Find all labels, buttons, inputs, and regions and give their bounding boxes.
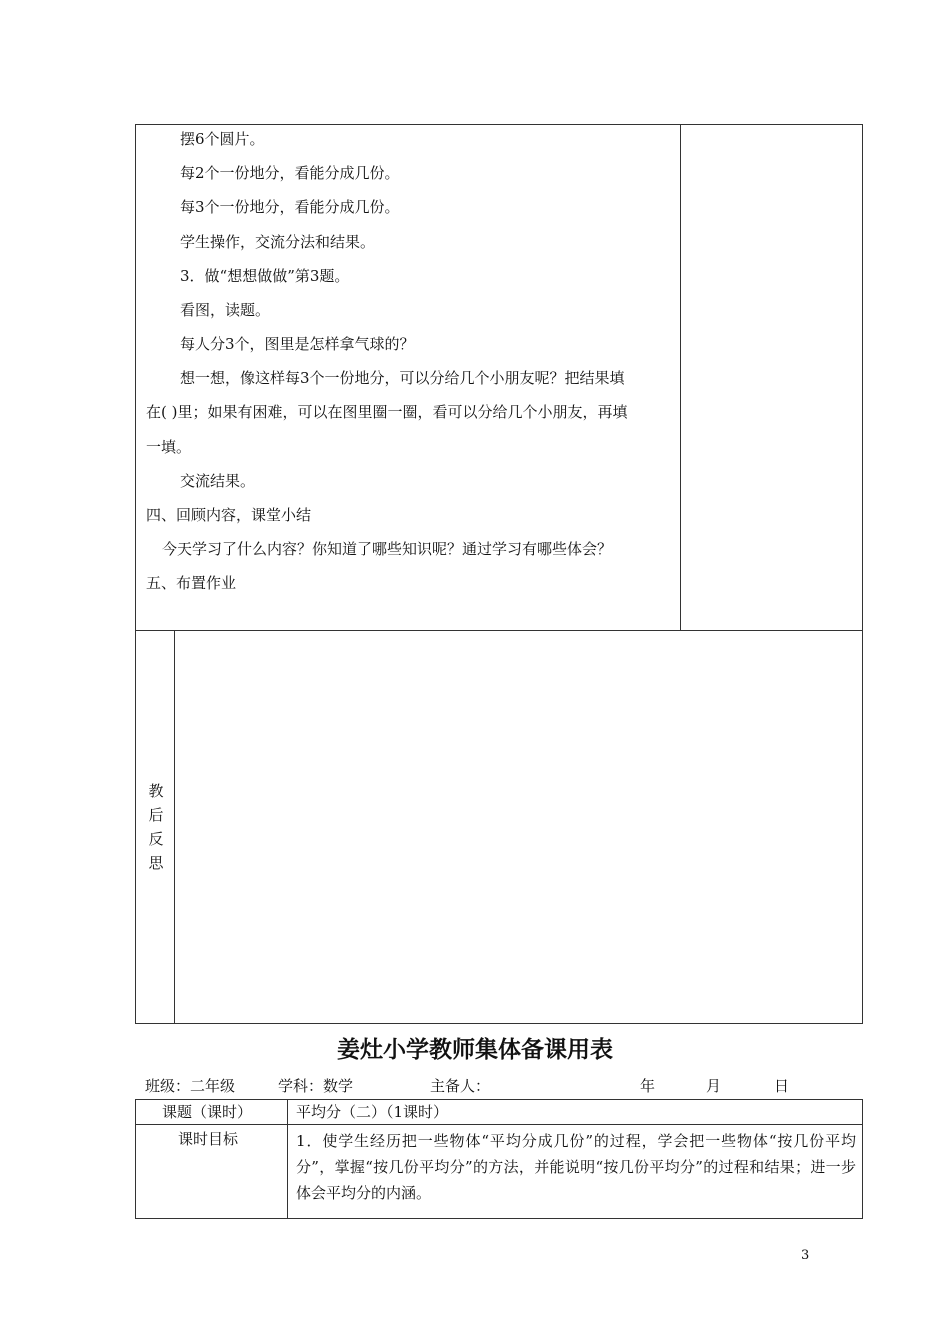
text-line: 今天学习了什么内容？你知道了哪些知识呢？通过学习有哪些体会？ bbox=[162, 540, 613, 558]
goal-label: 课时目标 bbox=[178, 1130, 239, 1148]
page-number: 3 bbox=[801, 1248, 810, 1263]
text-line: 交流结果。 bbox=[180, 472, 256, 490]
text-line: 学生操作，交流分法和结果。 bbox=[180, 233, 376, 251]
reflection-label: 教 后 反 思 bbox=[148, 782, 164, 872]
text-line: 每3个一份地分，看能分成几份。 bbox=[180, 198, 400, 216]
text-line: 一填。 bbox=[146, 438, 192, 456]
row-divider bbox=[136, 1124, 862, 1125]
form-title: 姜灶小学教师集体备课用表 bbox=[337, 1037, 613, 1063]
text-line: 想一想，像这样每3个一份地分，可以分给几个小朋友呢？把结果填 bbox=[180, 369, 625, 387]
teaching-process-cell bbox=[136, 125, 681, 630]
section-heading: 四、回顾内容，课堂小结 bbox=[146, 506, 312, 524]
text-line: 每人分3个，图里是怎样拿气球的？ bbox=[180, 335, 415, 353]
text-line: 每2个一份地分，看能分成几份。 bbox=[180, 164, 400, 182]
column-divider bbox=[174, 630, 175, 1024]
text-line: 在( )里；如果有困难，可以在图里圈一圈，看可以分给几个小朋友，再填 bbox=[146, 403, 628, 421]
month-label: 月 bbox=[706, 1077, 722, 1095]
day-label: 日 bbox=[774, 1077, 790, 1095]
row-divider bbox=[136, 630, 862, 631]
class-label: 班级：二年级 bbox=[145, 1077, 236, 1095]
text-line: 3．做“想想做做”第3题。 bbox=[180, 267, 350, 285]
preparer-label: 主备人： bbox=[430, 1077, 491, 1095]
text-line: 摆6个圆片。 bbox=[180, 130, 265, 148]
section-heading: 五、布置作业 bbox=[146, 574, 237, 592]
text-line: 看图，读题。 bbox=[180, 301, 271, 319]
topic-value: 平均分（二）（1课时） bbox=[296, 1103, 449, 1121]
lesson-info-table bbox=[135, 1099, 863, 1219]
column-divider bbox=[287, 1100, 288, 1218]
goal-value: 1．使学生经历把一些物体“平均分成几份”的过程，学会把一些物体“按几份平均分”，掌握“按几份平均分”的方法，并能说明“按几份平均分”的过程和结果；进一步体会平均分的内涵。 bbox=[296, 1132, 856, 1202]
lesson-plan-table bbox=[135, 124, 863, 1024]
year-label: 年 bbox=[640, 1077, 656, 1095]
subject-label: 学科：数学 bbox=[278, 1077, 354, 1095]
topic-label: 课题（课时） bbox=[162, 1103, 253, 1121]
